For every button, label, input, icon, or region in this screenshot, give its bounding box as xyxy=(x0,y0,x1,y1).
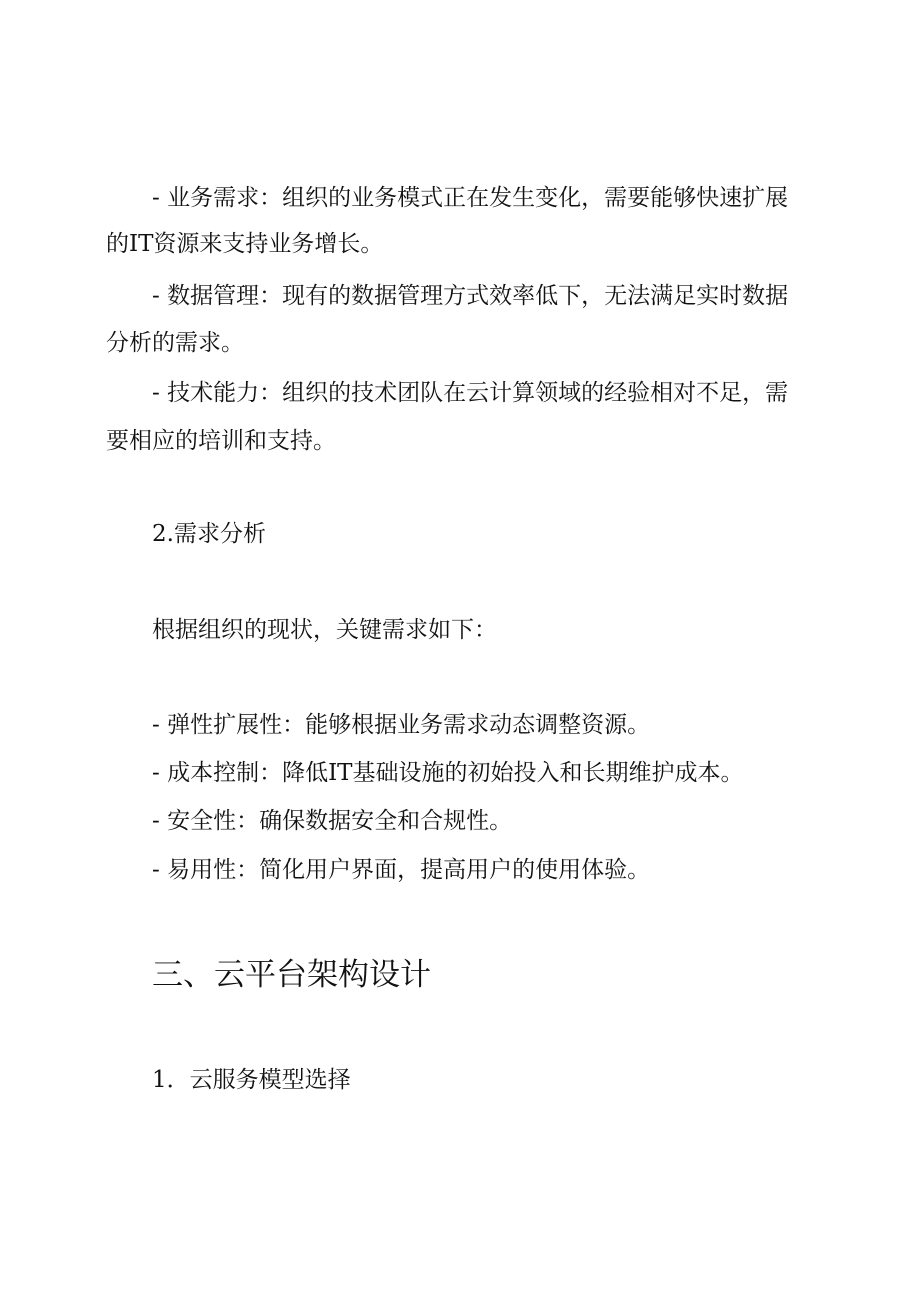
status-data-line2: 分析的需求。 xyxy=(106,330,244,356)
status-tech-line2: 要相应的培训和支持。 xyxy=(106,428,336,454)
status-tech-line1: - 技术能力：组织的技术团队在云计算领域的经验相对不足，需 xyxy=(152,380,789,406)
requirement-item: - 成本控制：降低IT基础设施的初始投入和长期维护成本。 xyxy=(152,760,744,786)
status-business-line1: - 业务需求：组织的业务模式正在发生变化，需要能够快速扩展 xyxy=(152,185,789,211)
section-2-intro: 根据组织的现状，关键需求如下： xyxy=(152,617,497,643)
chapter-3-sub-1: 1．云服务模型选择 xyxy=(152,1067,351,1093)
section-2-title: 2.需求分析 xyxy=(152,521,266,547)
requirement-item: - 安全性：确保数据安全和合规性。 xyxy=(152,808,513,834)
chapter-3-title: 三、云平台架构设计 xyxy=(152,957,431,993)
status-business-line2: 的IT资源来支持业务增长。 xyxy=(106,231,384,257)
requirement-item: - 易用性：简化用户界面，提高用户的使用体验。 xyxy=(152,857,651,883)
status-data-line1: - 数据管理：现有的数据管理方式效率低下，无法满足实时数据 xyxy=(152,283,789,309)
requirement-item: - 弹性扩展性：能够根据业务需求动态调整资源。 xyxy=(152,712,651,738)
